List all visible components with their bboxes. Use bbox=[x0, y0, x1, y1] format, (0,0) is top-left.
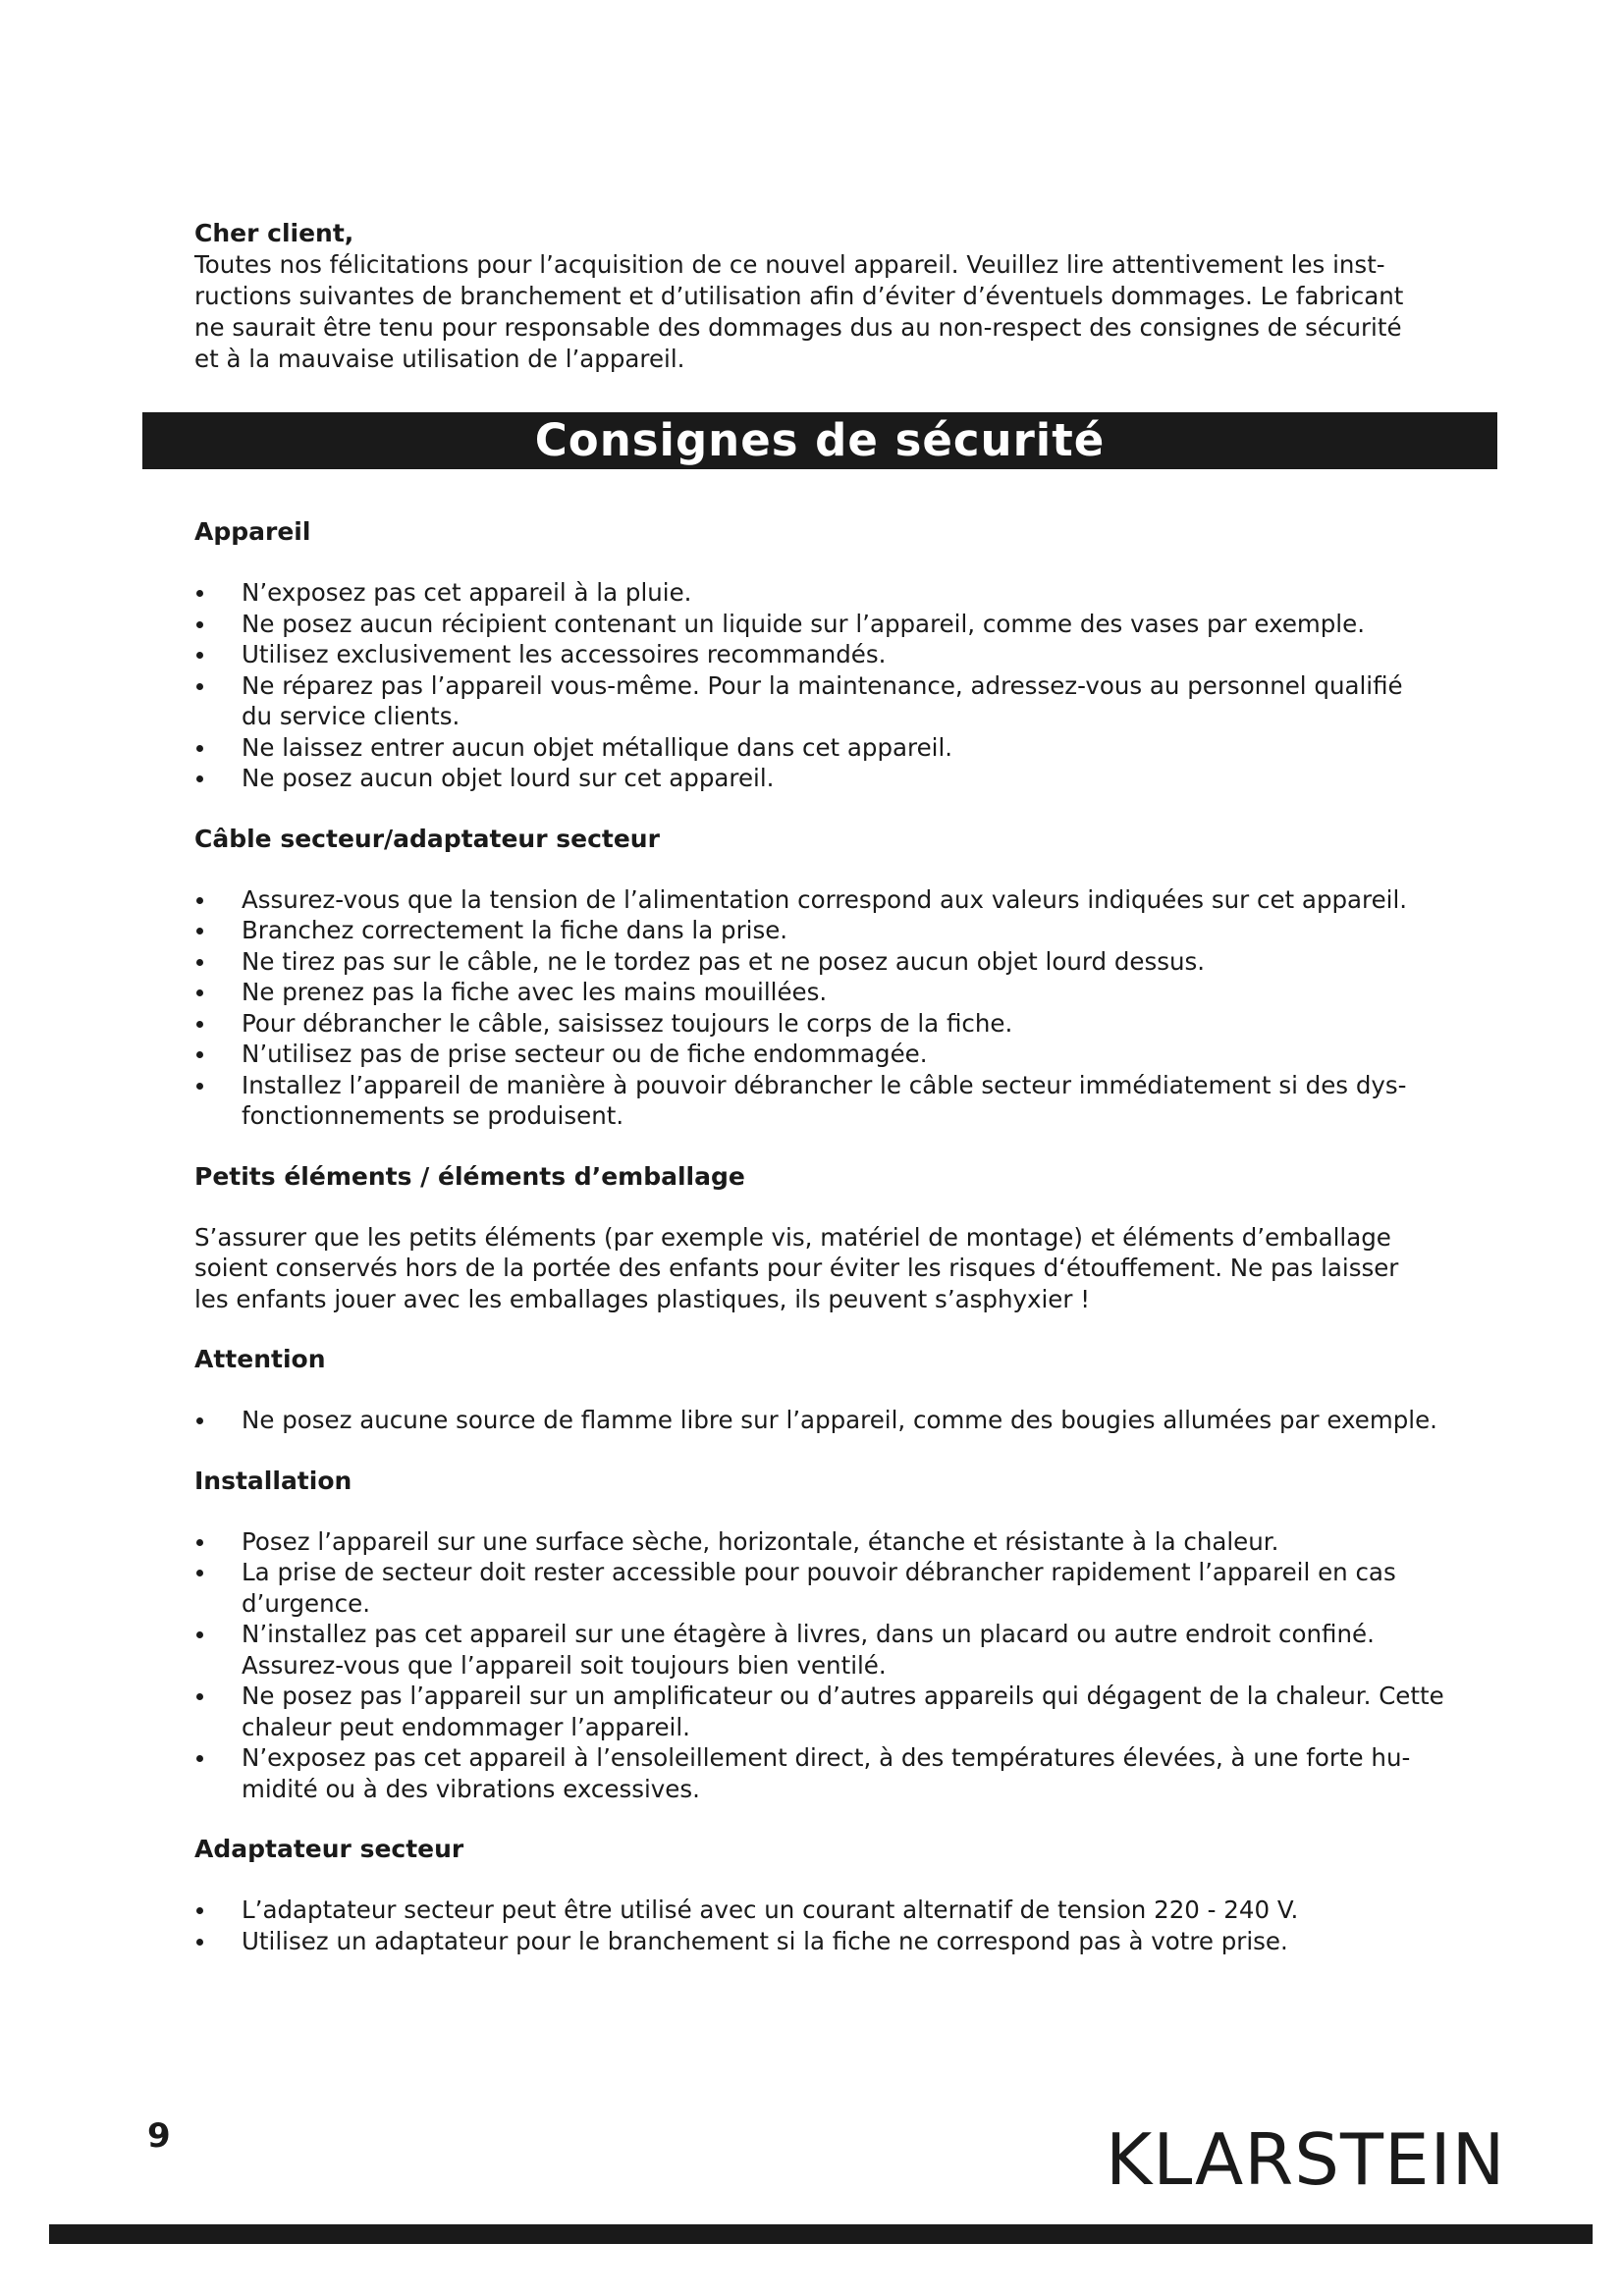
list-item: N’utilisez pas de prise secteur ou de fiche endommagée. bbox=[194, 1039, 1549, 1070]
intro-text: Toutes nos félicitations pour l’acquisition de ce nouvel appareil. Veuillez lire attentivement les inst- ructions suivantes de branchement et d’utilisation afin d’éviter d’éventuels dommages. Le fabricant ne saurait être tenu pour responsable des dommages dus au non-respect des consignes de sécurité et à la mauvaise utilisation de l’appareil. bbox=[194, 250, 1404, 373]
bullet-list bbox=[194, 1526, 1549, 1805]
list-item: Branchez correctement la fiche dans la prise. bbox=[194, 915, 1549, 946]
bullet-list bbox=[194, 1405, 1549, 1436]
intro-greeting: Cher client, bbox=[194, 219, 354, 247]
bullet-list bbox=[194, 1895, 1549, 1956]
list-item: Posez l’appareil sur une surface sèche, horizontale, étanche et résistante à la chaleur. bbox=[194, 1526, 1549, 1558]
list-item: Utilisez exclusivement les accessoires recommandés. bbox=[194, 639, 1549, 670]
list-item: Ne prenez pas la fiche avec les mains mouillées. bbox=[194, 977, 1549, 1008]
list-item: N’exposez pas cet appareil à la pluie. bbox=[194, 577, 1549, 609]
bullet-list bbox=[194, 884, 1549, 1132]
footer-bar bbox=[49, 2224, 1593, 2244]
section-title: Adaptateur secteur bbox=[194, 1835, 464, 1863]
list-item: Ne posez aucun objet lourd sur cet appareil. bbox=[194, 763, 1549, 794]
section-attention bbox=[194, 1342, 1549, 1436]
section-paragraph: S’assurer que les petits éléments (par exemple vis, matériel de montage) et éléments d’emballage soient conservés hors de la portée des enfants pour éviter les risques d‘étouffement. Ne pas laisser les enfants jouer avec les emballages plastiques, ils peuvent s’asphyxier ! bbox=[194, 1222, 1399, 1313]
section-title: Petits éléments / éléments d’emballage bbox=[194, 1161, 745, 1191]
list-item: Pour débrancher le câble, saisissez toujours le corps de la fiche. bbox=[194, 1008, 1549, 1040]
section-title: Attention bbox=[194, 1345, 326, 1373]
list-item: Assurez-vous que la tension de l’alimentation correspond aux valeurs indiquées sur cet appareil. bbox=[194, 884, 1549, 916]
intro-block bbox=[194, 218, 1505, 375]
list-item: Ne posez aucun récipient contenant un liquide sur l’appareil, comme des vases par exemple. bbox=[194, 609, 1549, 640]
list-item: La prise de secteur doit rester accessible pour pouvoir débrancher rapidement l’appareil en cas d’urgence. bbox=[194, 1557, 1549, 1619]
list-item: Ne tirez pas sur le câble, ne le tordez pas et ne posez aucun objet lourd dessus. bbox=[194, 946, 1549, 978]
list-item: Installez l’appareil de manière à pouvoir débrancher le câble secteur immédiatement si des dys- fonctionnements se produisent. bbox=[194, 1070, 1549, 1132]
list-item: Ne laissez entrer aucun objet métallique dans cet appareil. bbox=[194, 732, 1549, 764]
brand-logo: KLARSTEIN bbox=[1106, 2118, 1506, 2201]
list-item: Utilisez un adaptateur pour le branchement si la fiche ne correspond pas à votre prise. bbox=[194, 1926, 1549, 1957]
section-banner: Consignes de sécurité bbox=[142, 412, 1497, 469]
list-item: L’adaptateur secteur peut être utilisé avec un courant alternatif de tension 220 - 240 V. bbox=[194, 1895, 1549, 1926]
list-item: Ne réparez pas l’appareil vous-même. Pour la maintenance, adressez-vous au personnel qualifié du service clients. bbox=[194, 670, 1549, 732]
bullet-list bbox=[194, 577, 1549, 794]
section-title: Câble secteur/adaptateur secteur bbox=[194, 824, 660, 853]
section-appareil bbox=[194, 514, 1549, 794]
list-item: Ne posez aucune source de flamme libre sur l’appareil, comme des bougies allumées par exemple. bbox=[194, 1405, 1549, 1436]
section-adaptateur-secteur bbox=[194, 1832, 1549, 1956]
page-number: 9 bbox=[147, 2116, 171, 2156]
list-item: Ne posez pas l’appareil sur un amplificateur ou d’autres appareils qui dégagent de la chaleur. Cette chaleur peut endommager l’appareil. bbox=[194, 1681, 1549, 1742]
section-installation bbox=[194, 1464, 1549, 1805]
list-item: N’installez pas cet appareil sur une étagère à livres, dans un placard ou autre endroit confiné. Assurez-vous que l’appareil soit toujours bien ventilé. bbox=[194, 1619, 1549, 1681]
section-petits-elements bbox=[194, 1159, 1549, 1315]
section-title: Appareil bbox=[194, 517, 311, 546]
list-item: N’exposez pas cet appareil à l’ensoleillement direct, à des températures élevées, à une forte hu- midité ou à des vibrations excessives. bbox=[194, 1742, 1549, 1804]
safety-content bbox=[194, 514, 1549, 1956]
section-cable-secteur bbox=[194, 822, 1549, 1132]
section-title: Installation bbox=[194, 1466, 352, 1495]
